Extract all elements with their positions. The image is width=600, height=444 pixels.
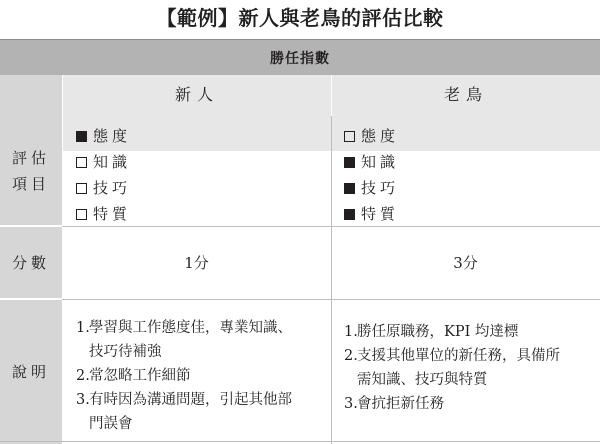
- checklist-item-label: 知識: [361, 153, 400, 171]
- checked-box-icon: [344, 183, 355, 194]
- row-label-evaluation-line-2: 項目: [11, 174, 50, 193]
- checked-box-icon: [344, 157, 355, 168]
- checked-box-icon: [76, 131, 87, 142]
- band-header: [0, 39, 600, 75]
- note-item: [76, 388, 326, 436]
- note-line: 門誤會: [89, 416, 133, 432]
- row-label-notes: [0, 300, 62, 444]
- unchecked-box-icon: [76, 157, 87, 168]
- note-number: 1.: [344, 324, 358, 340]
- note-item: [76, 316, 326, 364]
- notes-veteran: [344, 320, 594, 416]
- note-item: [344, 344, 594, 392]
- checklist-item: [76, 123, 131, 149]
- note-line: 技巧待補強: [89, 344, 162, 360]
- checklist-item: [76, 149, 131, 175]
- score-new: 1分: [184, 254, 209, 272]
- note-number: 3.: [344, 396, 358, 412]
- checklist-item: [344, 175, 399, 201]
- row-label-score: [0, 227, 62, 299]
- row-label-evaluation-line-1: 評估: [11, 148, 50, 167]
- unchecked-box-icon: [76, 209, 87, 220]
- row-divider-1: [62, 226, 600, 227]
- checklist-item-label: 技巧: [361, 179, 400, 197]
- note-number: 2.: [344, 348, 358, 364]
- note-line: 有時因為溝通問題，引起其他部: [89, 392, 292, 408]
- note-line: 常忽略工作細節: [89, 368, 191, 384]
- checklist-item: [344, 201, 399, 227]
- score-veteran: 3分: [453, 254, 478, 272]
- checklist-item-label: 特質: [93, 205, 132, 223]
- note-line: 需知識、技巧與特質: [357, 372, 488, 388]
- checklist-veteran: [344, 123, 399, 227]
- checklist-item-label: 技巧: [93, 179, 132, 197]
- row-label-notes-text: 說明: [11, 363, 50, 381]
- note-number: 3.: [76, 392, 90, 408]
- checklist-item-label: 知識: [93, 153, 132, 171]
- checklist-item-label: 態度: [361, 127, 400, 145]
- column-header-veteran-label: 老鳥: [443, 85, 488, 104]
- checklist-item: [76, 201, 131, 227]
- checklist-item: [76, 175, 131, 201]
- row-divider-2: [62, 299, 600, 300]
- note-line: 會抗拒新任務: [357, 396, 444, 412]
- notes-new: [76, 316, 326, 436]
- row-label-evaluation: [0, 116, 62, 226]
- page-title: 【範例】新人與老鳥的評估比較: [156, 6, 444, 30]
- checklist-item-label: 特質: [361, 205, 400, 223]
- checked-box-icon: [344, 209, 355, 220]
- band-label: 勝任指數: [270, 50, 330, 67]
- column-header-new-label: 新人: [174, 85, 219, 104]
- checklist-item: [344, 123, 399, 149]
- checklist-item: [344, 149, 399, 175]
- checklist-item-label: 態度: [93, 127, 132, 145]
- note-item: [76, 364, 326, 388]
- note-item: [344, 320, 594, 344]
- note-line: 學習與工作態度佳，專業知識、: [89, 320, 292, 336]
- checklist-new: [76, 123, 131, 227]
- note-item: [344, 392, 594, 416]
- note-line: 支援其他單位的新任務，具備所: [357, 348, 560, 364]
- note-number: 1.: [76, 320, 90, 336]
- note-line: 勝任原職務，KPI 均達標: [357, 324, 519, 340]
- unchecked-box-icon: [344, 131, 355, 142]
- table-bottom-border: [0, 441, 600, 442]
- column-divider: [331, 116, 332, 444]
- unchecked-box-icon: [76, 183, 87, 194]
- comparison-table: [0, 39, 600, 444]
- row-label-score-text: 分數: [11, 253, 50, 272]
- note-number: 2.: [76, 368, 90, 384]
